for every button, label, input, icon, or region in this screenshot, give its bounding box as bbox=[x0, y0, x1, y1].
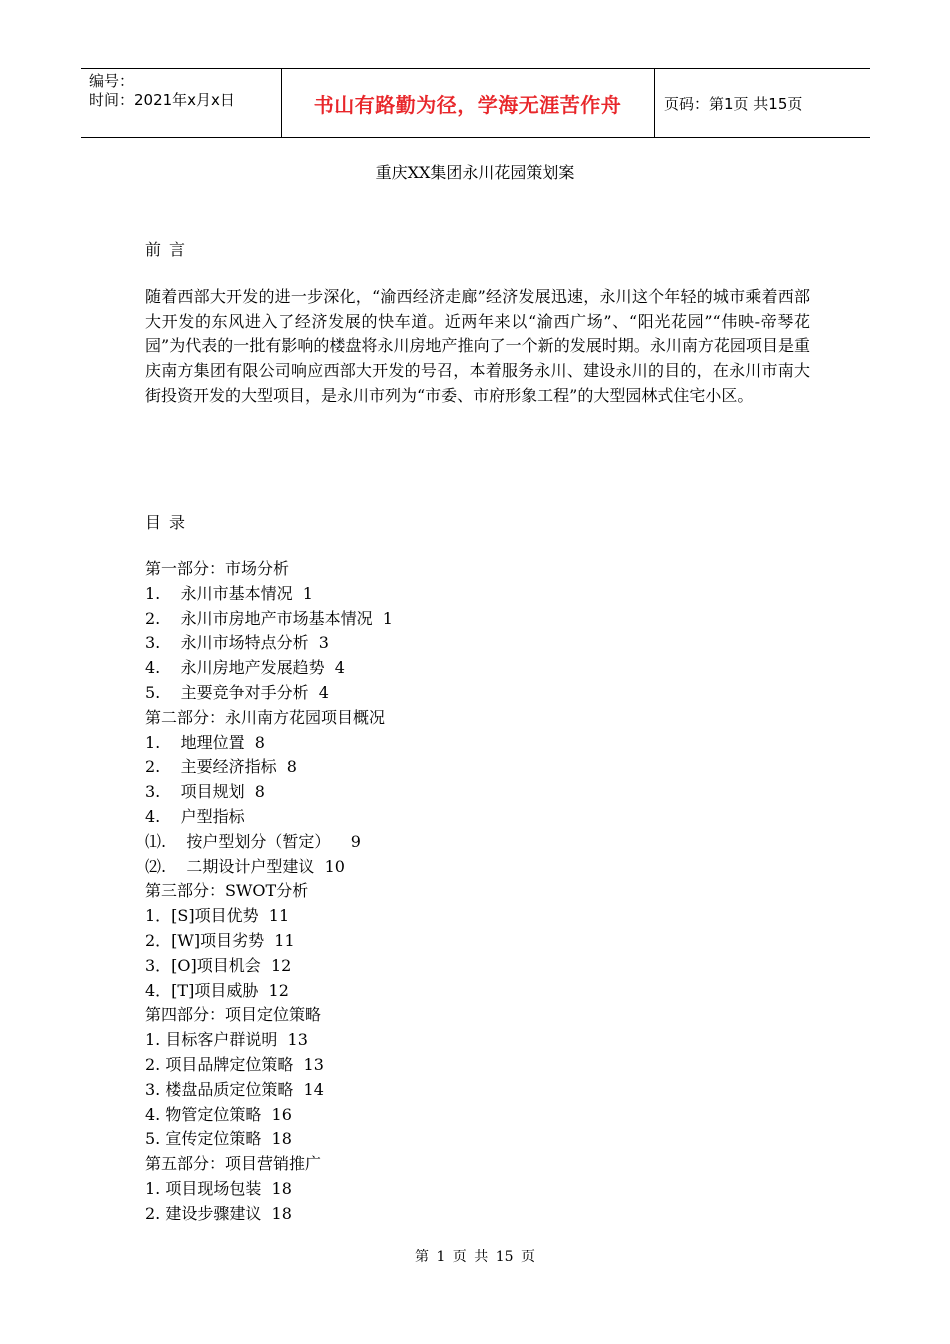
toc-entry: 5. 宣传定位策略 18 bbox=[145, 1129, 292, 1149]
header-motto: 书山有路勤为径，学海无涯苦作舟 bbox=[313, 93, 622, 117]
preface-body: 随着西部大开发的进一步深化，“渝西经济走廊”经济发展迅速，永川这个年轻的城市乘着西部大开发的东风进入了经济发展的快车道。近两年来以“渝西广场”、“阳光花园”“伟映-帝琴花园”为代表的一批有影响的楼盘将永川房地产推向了一个新的发展时期。永川南方花园项目是重庆南方集团有限公司响应西部大开发的号召，本着服务永川、建设永川的目的，在永川市南大街投资开发的大型项目，是永川市列为“市委、市府形象工程”的大型园林式住宅小区。 bbox=[145, 287, 810, 405]
toc-entry: 4．[T]项目威胁 12 bbox=[145, 980, 289, 1000]
toc-heading: 目录 bbox=[145, 513, 194, 532]
toc-entry: 4. 户型指标 bbox=[145, 806, 245, 826]
header-page-info: 页码：第1页 共15页 bbox=[664, 95, 803, 113]
toc-entry: 1．[S]项目优势 11 bbox=[145, 906, 290, 926]
header-table bbox=[81, 68, 870, 138]
number-label: 编号： bbox=[89, 72, 135, 90]
toc-entry: 4. 永川房地产发展趋势 4 bbox=[145, 658, 345, 678]
toc-entry: 1. 项目现场包装 18 bbox=[145, 1178, 292, 1198]
toc-entry: 2. 永川市房地产市场基本情况 1 bbox=[145, 608, 393, 628]
document-title: 重庆XX集团永川花园策划案 bbox=[375, 163, 575, 182]
header-divider bbox=[654, 69, 655, 137]
toc-entry: 第三部分：SWOT分析 bbox=[145, 881, 309, 901]
toc-entry: 2. 项目品牌定位策略 13 bbox=[145, 1054, 324, 1074]
table-of-contents bbox=[145, 557, 393, 1227]
toc-entry: ⑴. 按户型划分（暂定） 9 bbox=[145, 831, 361, 851]
date-label: 时间：2021年x月x日 bbox=[89, 91, 235, 109]
toc-entry: 4. 物管定位策略 16 bbox=[145, 1104, 292, 1124]
toc-entry: 3. 项目规划 8 bbox=[145, 782, 265, 802]
toc-entry: 2. 主要经济指标 8 bbox=[145, 757, 297, 777]
toc-entry: ⑵. 二期设计户型建议 10 bbox=[145, 856, 345, 876]
toc-entry: 2．[W]项目劣势 11 bbox=[145, 930, 295, 950]
toc-entry: 第二部分：永川南方花园项目概况 bbox=[145, 707, 386, 727]
toc-entry: 1. 目标客户群说明 13 bbox=[145, 1030, 308, 1050]
preface-heading: 前言 bbox=[145, 240, 194, 259]
toc-entry: 2. 建设步骤建议 18 bbox=[145, 1203, 292, 1223]
page-footer: 第 1 页 共 15 页 bbox=[415, 1249, 535, 1265]
toc-entry: 第四部分：项目定位策略 bbox=[145, 1005, 322, 1025]
toc-entry: 1. 永川市基本情况 1 bbox=[145, 583, 313, 603]
toc-entry: 5. 主要竞争对手分析 4 bbox=[145, 682, 329, 702]
toc-entry: 1. 地理位置 8 bbox=[145, 732, 265, 752]
toc-entry: 第五部分：项目营销推广 bbox=[145, 1154, 322, 1174]
toc-entry: 第一部分：市场分析 bbox=[145, 559, 290, 578]
header-meta bbox=[89, 72, 235, 110]
toc-entry: 3. 永川市场特点分析 3 bbox=[145, 633, 329, 653]
toc-entry: 3．[O]项目机会 12 bbox=[145, 955, 292, 975]
toc-entry: 3. 楼盘品质定位策略 14 bbox=[145, 1079, 324, 1099]
